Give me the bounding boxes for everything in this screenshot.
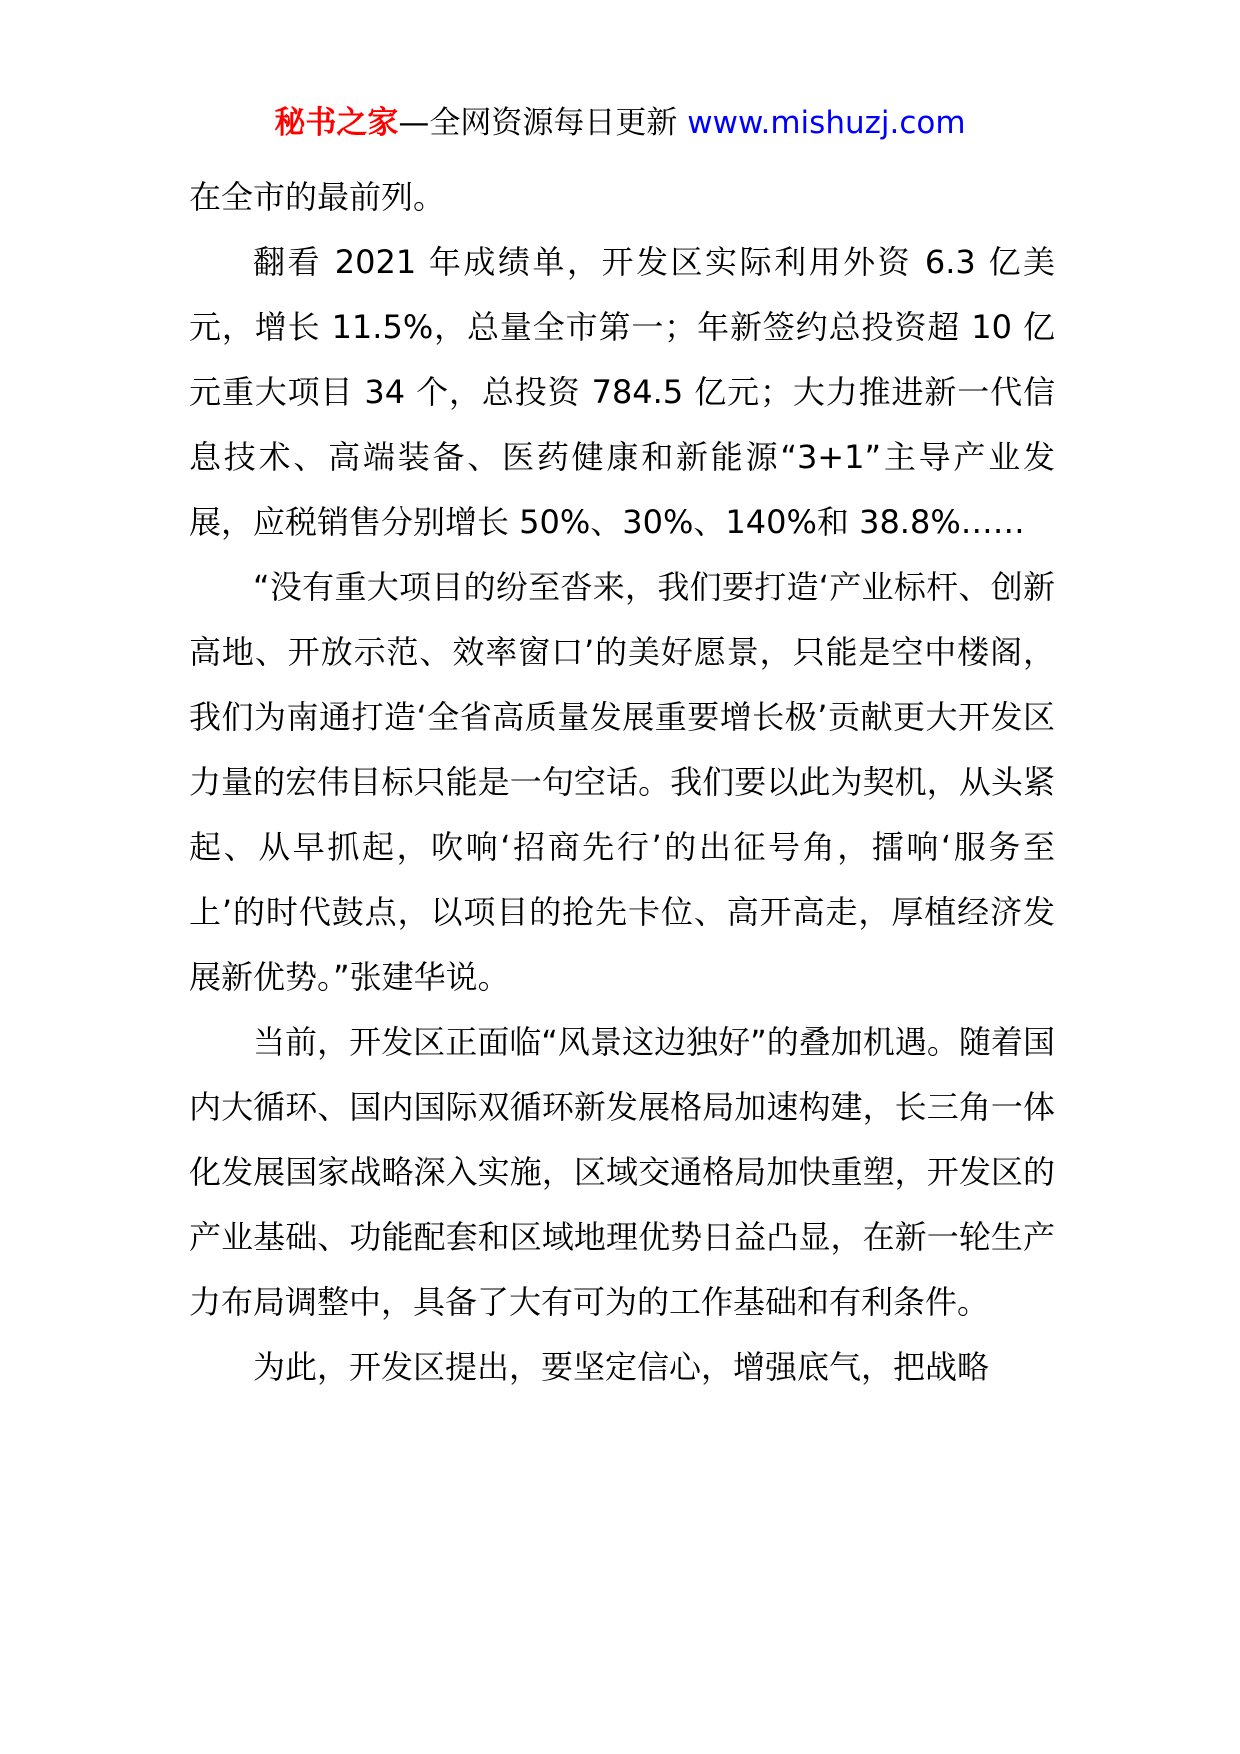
site-url: www.mishuzj.com — [687, 105, 966, 141]
article-body — [189, 165, 1055, 1400]
paragraph: 翻看 2021 年成绩单，开发区实际利用外资 6.3 亿美元，增长 11.5%，总量全市第一；年新签约总投资超 10 亿元重大项目 34 个，总投资 784.5 亿元；大力推进新一代信息技术、高端装备、医药健康和新能源“3+1”主导产业发展，应税销售分别增长 50%、30%、140%和 38.8%…… — [189, 243, 1055, 541]
paragraph: 当前，开发区正面临“风景这边独好”的叠加机遇。随着国内大循环、国内国际双循环新发展格局加速构建，长三角一体化发展国家战略深入实施，区域交通格局加快重塑，开发区的产业基础、功能配套和区域地理优势日益凸显，在新一轮生产力布局调整中，具备了大有可为的工作基础和有利条件。 — [189, 1023, 1055, 1321]
brand-name: 秘书之家 — [274, 105, 399, 141]
paragraph-continuation: 在全市的最前列。 — [189, 178, 446, 216]
header-tagline: —全网资源每日更新 — [398, 105, 688, 141]
page-header — [0, 101, 1240, 145]
paragraph: 为此，开发区提出，要坚定信心，增强底气，把战略 — [253, 1348, 990, 1386]
paragraph: “没有重大项目的纷至沓来，我们要打造‘产业标杆、创新高地、开放示范、效率窗口’的美好愿景，只能是空中楼阁，我们为南通打造‘全省高质量发展重要增长极’贡献更大开发区力量的宏伟目标只能是一句空话。我们要以此为契机，从头紧起、从早抓起，吹响‘招商先行’的出征号角，擂响‘服务至上’的时代鼓点，以项目的抢先卡位、高开高走，厚植经济发展新优势。”张建华说。 — [189, 568, 1055, 996]
